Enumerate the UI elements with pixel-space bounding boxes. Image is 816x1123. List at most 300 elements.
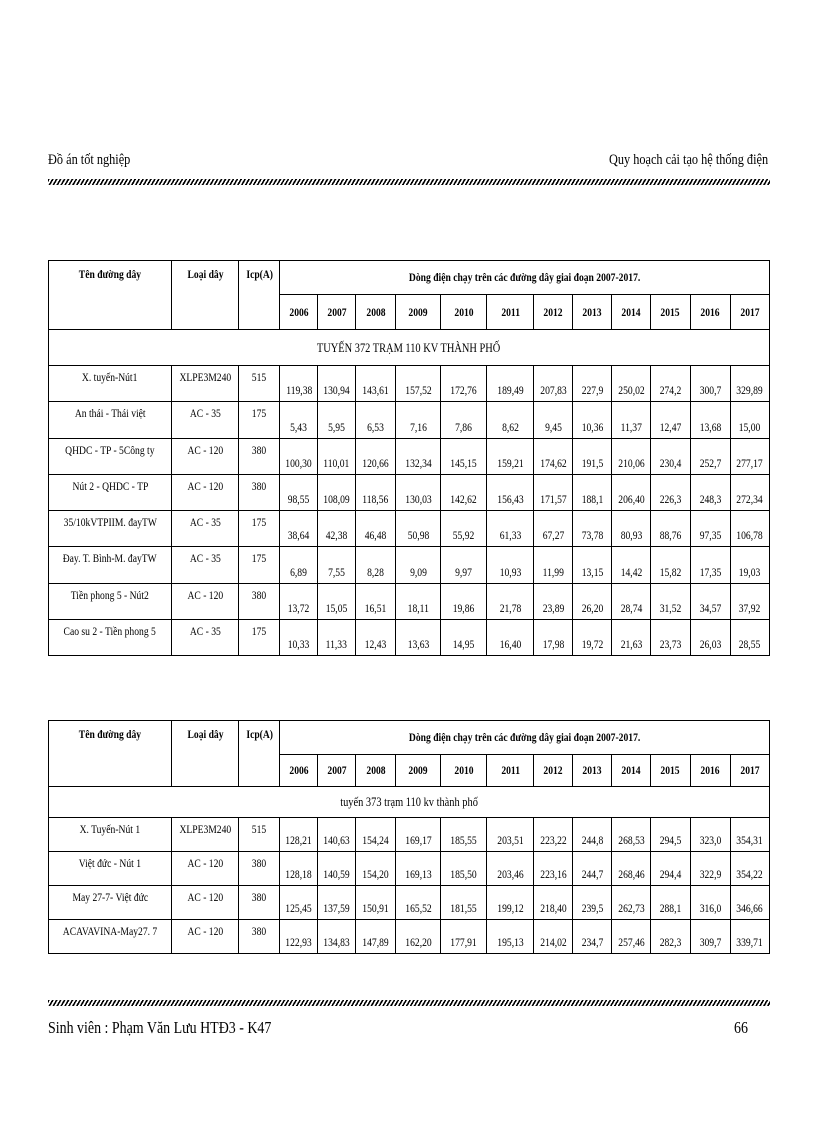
current-value-text: 274,2	[659, 383, 682, 398]
current-value-text: 272,34	[736, 492, 764, 507]
current-value-text: 42,38	[325, 528, 348, 543]
current-value	[690, 474, 730, 510]
current-value	[730, 474, 769, 510]
current-value-text: 13,15	[581, 564, 603, 579]
current-value	[280, 818, 318, 852]
current-value	[487, 438, 534, 474]
current-value	[612, 366, 651, 402]
year-header	[612, 295, 651, 330]
year-header	[573, 295, 612, 330]
current-value	[356, 886, 396, 920]
current-value	[534, 366, 573, 402]
current-value-text: 140,63	[323, 833, 350, 847]
line-name	[49, 366, 172, 402]
current-value	[441, 818, 487, 852]
year-header-text: 2012	[543, 304, 563, 319]
icp-value	[239, 583, 280, 619]
current-value-text: 181,55	[450, 901, 477, 915]
current-value	[650, 511, 690, 547]
col-header-group-text: Dòng điện chạy trên các đường dây giai đoạn 2007-2017.	[409, 270, 641, 284]
current-value	[612, 583, 651, 619]
icp-value	[239, 402, 280, 438]
current-value-text: 277,17	[736, 455, 764, 470]
current-value-text: 9,45	[544, 419, 562, 434]
current-value-text: 61,33	[499, 528, 522, 543]
year-header	[650, 295, 690, 330]
table-row	[49, 852, 770, 886]
current-value-text: 26,20	[581, 601, 603, 616]
current-value-text: 11,33	[326, 637, 348, 652]
year-header	[280, 755, 318, 787]
header-divider	[48, 179, 770, 185]
current-value	[573, 920, 612, 954]
col-header-group	[280, 261, 770, 295]
current-value-text: 5,95	[328, 419, 346, 434]
current-value-text: 38,64	[288, 528, 310, 543]
current-value	[396, 547, 441, 583]
wire-type-text: AC - 35	[189, 406, 221, 421]
line-name-text: Đay. T. Bình-M. đayTW	[62, 551, 157, 566]
current-value-text: 169,13	[404, 867, 432, 881]
current-value-text: 19,72	[581, 637, 603, 652]
current-value-text: 17,98	[542, 637, 565, 652]
col-header-icp-text: Icp(A)	[246, 267, 273, 281]
current-value-text: 244,8	[581, 833, 603, 847]
icp-value	[239, 511, 280, 547]
current-value	[534, 511, 573, 547]
current-value	[690, 818, 730, 852]
icp-value-text: 380	[252, 478, 267, 493]
current-value	[280, 438, 318, 474]
year-header-text: 2014	[621, 763, 641, 777]
year-header-text: 2012	[543, 763, 563, 777]
table-row	[49, 474, 770, 510]
current-value	[573, 511, 612, 547]
current-value	[318, 366, 356, 402]
current-value-text: 171,57	[540, 492, 567, 507]
current-value	[356, 920, 396, 954]
year-header	[441, 755, 487, 787]
current-value-text: 9,97	[455, 564, 473, 579]
current-value-text: 195,13	[497, 935, 524, 949]
current-value-text: 13,63	[407, 637, 429, 652]
section-title	[49, 330, 770, 366]
col-header-group	[280, 721, 770, 755]
wire-type	[171, 366, 239, 402]
current-value	[318, 402, 356, 438]
table-row	[49, 620, 770, 656]
current-value	[690, 366, 730, 402]
current-value-text: 55,92	[452, 528, 475, 543]
current-value	[690, 920, 730, 954]
year-header-text: 2015	[660, 763, 681, 777]
current-value	[487, 402, 534, 438]
current-value	[534, 920, 573, 954]
current-value-text: 268,53	[617, 833, 645, 847]
current-value-text: 46,48	[364, 528, 387, 543]
header-row	[49, 721, 770, 755]
icp-value	[239, 547, 280, 583]
current-value-text: 17,35	[699, 564, 722, 579]
current-value	[318, 886, 356, 920]
year-header	[280, 295, 318, 330]
current-value	[534, 438, 573, 474]
current-value-text: 119,38	[285, 383, 312, 398]
current-value-text: 6,53	[367, 419, 384, 434]
current-value-text: 226,3	[659, 492, 682, 507]
current-value-text: 252,7	[699, 455, 722, 470]
current-value-text: 227,9	[581, 383, 603, 398]
current-value	[356, 583, 396, 619]
icp-value	[239, 852, 280, 886]
current-value-text: 106,78	[736, 528, 764, 543]
current-value-text: 8,62	[501, 419, 519, 434]
col-header-icp	[239, 721, 280, 787]
current-value-text: 169,17	[404, 833, 432, 847]
current-value	[534, 620, 573, 656]
year-header-text: 2013	[582, 304, 602, 319]
current-value-text: 28,55	[739, 637, 761, 652]
page-number: 66	[734, 1018, 748, 1037]
wire-type-text: XLPE3M240	[179, 370, 232, 384]
wire-type	[171, 818, 239, 852]
current-value	[612, 547, 651, 583]
line-name-text: An thái - Thái việt	[74, 406, 146, 421]
current-value	[396, 920, 441, 954]
icp-value	[239, 620, 280, 656]
current-value-text: 156,43	[497, 492, 524, 507]
col-header-icp-text: Icp(A)	[246, 727, 273, 741]
wire-type-text: AC - 120	[187, 478, 224, 493]
wire-type-text: AC - 35	[189, 551, 221, 566]
current-value	[573, 474, 612, 510]
current-value-text: 322,9	[699, 867, 722, 881]
current-value	[280, 511, 318, 547]
current-value-text: 21,78	[499, 601, 522, 616]
section-title	[49, 787, 770, 818]
current-value	[396, 474, 441, 510]
current-value	[612, 511, 651, 547]
current-value	[396, 818, 441, 852]
year-header	[318, 755, 356, 787]
current-value-text: 234,7	[581, 935, 603, 949]
current-value-text: 206,40	[617, 492, 645, 507]
current-value-text: 150,91	[362, 901, 389, 915]
table-row	[49, 547, 770, 583]
current-value-text: 125,45	[285, 901, 313, 915]
current-value	[690, 886, 730, 920]
line-name	[49, 852, 172, 886]
year-header-text: 2011	[500, 763, 520, 777]
line-name-text: Cao su 2 - Tiền phong 5	[63, 624, 157, 639]
table-row	[49, 886, 770, 920]
col-header-type	[171, 261, 239, 330]
current-value-text: 118,56	[362, 492, 389, 507]
current-value	[730, 402, 769, 438]
current-value-text: 12,47	[659, 419, 682, 434]
col-header-type-text: Loại dây	[187, 267, 224, 281]
current-value-text: 140,59	[323, 867, 350, 881]
line-name-text: 35/10kVTPIIM. đayTW	[63, 515, 157, 530]
line-name	[49, 547, 172, 583]
current-value	[318, 438, 356, 474]
col-header-group-text: Dòng điện chạy trên các đường dây giai đoạn 2007-2017.	[409, 730, 641, 744]
current-value	[487, 511, 534, 547]
line-name	[49, 438, 172, 474]
table-row	[49, 920, 770, 954]
header-left-title: Đồ án tốt nghiệp	[48, 152, 131, 168]
current-value	[487, 818, 534, 852]
year-header	[534, 755, 573, 787]
line-name-text: ACAVAVINA-May27. 7	[62, 924, 158, 938]
current-value	[356, 474, 396, 510]
icp-value-text: 380	[252, 924, 267, 938]
year-header-text: 2008	[365, 763, 386, 777]
current-value	[356, 818, 396, 852]
current-value-text: 15,05	[325, 601, 348, 616]
current-value-text: 262,73	[617, 901, 645, 915]
current-value-text: 10,33	[288, 637, 310, 652]
current-value	[650, 547, 690, 583]
current-value	[612, 474, 651, 510]
current-value-text: 15,00	[739, 419, 761, 434]
current-value-text: 18,11	[407, 601, 429, 616]
current-value-text: 323,0	[699, 833, 722, 847]
current-value-text: 23,89	[542, 601, 565, 616]
year-header	[396, 295, 441, 330]
current-value-text: 145,15	[450, 455, 477, 470]
current-value-text: 128,21	[285, 833, 313, 847]
current-value-text: 88,76	[659, 528, 682, 543]
current-value	[356, 852, 396, 886]
current-value	[396, 852, 441, 886]
current-value	[396, 886, 441, 920]
wire-type	[171, 583, 239, 619]
current-value	[396, 402, 441, 438]
current-value-text: 142,62	[450, 492, 477, 507]
current-value	[730, 818, 769, 852]
current-value	[573, 583, 612, 619]
current-value	[690, 852, 730, 886]
current-value-text: 73,78	[581, 528, 603, 543]
current-value	[534, 402, 573, 438]
line-name-text: Nút 2 - QHDC - TP	[72, 478, 148, 493]
year-header-text: 2017	[740, 304, 760, 319]
current-value-text: 7,55	[328, 564, 346, 579]
current-value	[730, 547, 769, 583]
icp-value	[239, 438, 280, 474]
current-value	[690, 547, 730, 583]
current-value-text: 230,4	[659, 455, 682, 470]
current-value-text: 122,93	[285, 935, 313, 949]
current-value	[650, 818, 690, 852]
current-value	[441, 438, 487, 474]
current-value	[650, 852, 690, 886]
page-header	[48, 152, 768, 174]
table-row	[49, 818, 770, 852]
current-value	[441, 583, 487, 619]
year-header	[690, 295, 730, 330]
current-value	[441, 886, 487, 920]
current-value	[612, 886, 651, 920]
year-header	[356, 295, 396, 330]
current-value	[441, 402, 487, 438]
header-row	[49, 261, 770, 295]
current-value-text: 128,18	[285, 867, 313, 881]
current-value	[441, 852, 487, 886]
current-value-text: 130,94	[323, 383, 350, 398]
current-value-text: 185,55	[450, 833, 477, 847]
current-value	[573, 366, 612, 402]
current-value	[650, 620, 690, 656]
year-header	[396, 755, 441, 787]
current-value	[730, 920, 769, 954]
footer-student: Sinh viên : Phạm Văn Lưu HTĐ3 - K47	[48, 1018, 272, 1037]
current-value	[318, 474, 356, 510]
wire-type-text: AC - 120	[187, 890, 224, 904]
current-value	[280, 852, 318, 886]
current-value	[534, 818, 573, 852]
current-value	[318, 852, 356, 886]
current-value	[650, 886, 690, 920]
current-value	[396, 511, 441, 547]
current-value	[730, 886, 769, 920]
year-header	[612, 755, 651, 787]
current-value	[690, 583, 730, 619]
year-header-text: 2007	[327, 304, 347, 319]
current-value-text: 6,89	[290, 564, 308, 579]
wire-type	[171, 511, 239, 547]
year-header-text: 2016	[700, 763, 720, 777]
current-value-text: 100,30	[285, 455, 313, 470]
year-header-text: 2010	[454, 763, 474, 777]
current-value	[612, 920, 651, 954]
current-value	[487, 474, 534, 510]
col-header-type-text: Loại dây	[187, 727, 224, 741]
wire-type-text: AC - 35	[189, 515, 221, 530]
wire-type	[171, 474, 239, 510]
current-value	[396, 583, 441, 619]
current-value	[534, 886, 573, 920]
current-value	[612, 818, 651, 852]
year-header-text: 2008	[365, 304, 386, 319]
current-value	[573, 402, 612, 438]
col-header-icp	[239, 261, 280, 330]
current-value-text: 16,40	[499, 637, 522, 652]
year-header	[730, 755, 769, 787]
line-name	[49, 620, 172, 656]
line-name-text: QHDC - TP - 5Công ty	[65, 442, 155, 457]
year-header	[650, 755, 690, 787]
wire-type	[171, 620, 239, 656]
current-value-text: 108,09	[323, 492, 350, 507]
current-value	[280, 583, 318, 619]
wire-type-text: AC - 120	[187, 587, 224, 602]
current-value	[318, 818, 356, 852]
current-value-text: 10,36	[581, 419, 603, 434]
current-value-text: 110,01	[323, 455, 350, 470]
current-value-text: 282,3	[659, 935, 682, 949]
current-value	[280, 366, 318, 402]
current-value	[612, 402, 651, 438]
current-value-text: 268,46	[617, 867, 645, 881]
current-value-text: 329,89	[736, 383, 764, 398]
year-header	[690, 755, 730, 787]
wire-type-text: XLPE3M240	[179, 822, 232, 836]
wire-type	[171, 852, 239, 886]
current-value	[487, 366, 534, 402]
current-value-text: 19,03	[739, 564, 761, 579]
current-value	[280, 402, 318, 438]
icp-value	[239, 886, 280, 920]
page-footer	[48, 1018, 768, 1042]
current-value-text: 207,83	[540, 383, 567, 398]
current-value	[730, 511, 769, 547]
current-value-text: 162,20	[404, 935, 432, 949]
year-header	[441, 295, 487, 330]
current-value-text: 28,74	[620, 601, 642, 616]
current-value	[573, 818, 612, 852]
current-value	[612, 852, 651, 886]
current-value	[396, 366, 441, 402]
current-value-text: 19,86	[452, 601, 475, 616]
current-value-text: 309,7	[699, 935, 722, 949]
current-value	[441, 474, 487, 510]
current-value-text: 288,1	[659, 901, 682, 915]
current-value-text: 157,52	[404, 383, 432, 398]
current-value-text: 26,03	[699, 637, 722, 652]
current-value-text: 300,7	[699, 383, 722, 398]
current-value-text: 8,28	[367, 564, 384, 579]
col-header-name	[49, 261, 172, 330]
icp-value-text: 380	[252, 587, 267, 602]
current-value-text: 203,46	[497, 867, 524, 881]
current-value-text: 37,92	[739, 601, 761, 616]
current-value-text: 5,43	[290, 419, 308, 434]
current-value-text: 7,86	[455, 419, 473, 434]
icp-value	[239, 818, 280, 852]
current-value	[396, 620, 441, 656]
current-value	[573, 886, 612, 920]
icp-value-text: 175	[252, 551, 267, 566]
current-value-text: 120,66	[362, 455, 389, 470]
line-name	[49, 474, 172, 510]
current-value	[534, 852, 573, 886]
line-name-text: Việt đức - Nút 1	[78, 856, 142, 870]
current-value	[280, 620, 318, 656]
year-header-text: 2007	[327, 763, 347, 777]
year-header	[730, 295, 769, 330]
current-value-text: 14,42	[620, 564, 642, 579]
current-value-text: 11,37	[620, 419, 642, 434]
current-value	[690, 511, 730, 547]
icp-value-text: 380	[252, 442, 267, 457]
current-value-text: 165,52	[404, 901, 432, 915]
line-name	[49, 511, 172, 547]
wire-type	[171, 438, 239, 474]
line-name-text: Tiền phong 5 - Nút2	[70, 587, 149, 602]
current-value	[573, 852, 612, 886]
current-value	[612, 620, 651, 656]
icp-value-text: 175	[252, 406, 267, 421]
year-header-text: 2014	[621, 304, 641, 319]
current-value	[534, 474, 573, 510]
current-value	[487, 886, 534, 920]
table-row	[49, 402, 770, 438]
current-value-text: 31,52	[659, 601, 682, 616]
current-value-text: 244,7	[581, 867, 603, 881]
current-value-text: 346,66	[736, 901, 764, 915]
